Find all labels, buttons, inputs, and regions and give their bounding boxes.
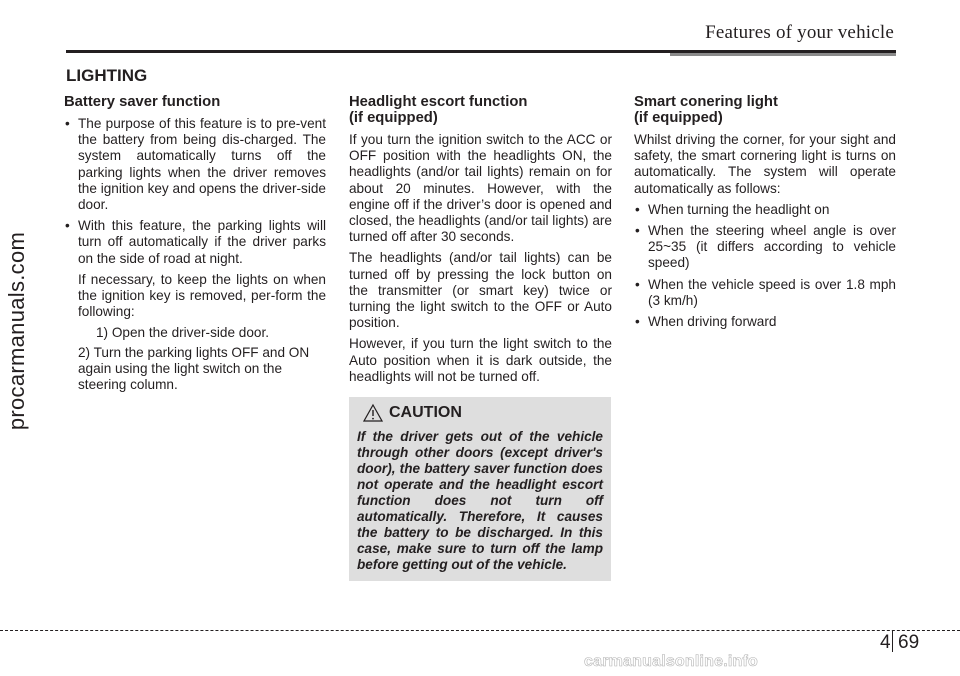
list-item (64, 116, 326, 213)
caution-box (349, 397, 611, 581)
heading-line: Smart conering light (634, 94, 778, 110)
bullet-icon: • (65, 218, 70, 234)
list-item (634, 223, 896, 272)
column-smart-cornering (634, 94, 896, 335)
list-item-text: When turning the headlight on (648, 201, 830, 217)
caution-header (363, 403, 462, 423)
list-item (634, 314, 896, 330)
step-1 (64, 325, 326, 341)
step-text: 2) Turn the parking lights OFF and ON again using the light switch on the steering column. (78, 344, 310, 393)
caution-body: If the driver gets out of the vehicle through other doors (except driver's door), the battery saver function does not operate and the headlight escort function does not turn off automatically. Therefore, It causes the battery to be discharged. In this case, make sure to turn off the lamp before getting out of the vehicle. (357, 429, 603, 572)
caution-title: CAUTION (389, 404, 462, 421)
list-item (64, 218, 326, 267)
paragraph: If necessary, to keep the lights on when the ignition key is removed, per-form the following: (78, 271, 326, 320)
section-title: LIGHTING (66, 66, 148, 85)
step-text: 1) Open the driver-side door. (96, 325, 270, 341)
bullet-icon: • (635, 314, 640, 330)
list-item-text: When driving forward (648, 314, 777, 330)
step-2 (64, 345, 326, 394)
bullet-icon: • (635, 223, 640, 239)
heading-line: (if equipped) (634, 110, 723, 126)
bottom-watermark: carmanualsonline.info (584, 653, 759, 670)
footer-rule (0, 630, 960, 631)
bullet-icon: • (635, 201, 640, 217)
running-header-title: Features of your vehicle (705, 22, 894, 43)
paragraph: If you turn the ignition switch to the ACC or OFF position with the headlights ON, the headlights (and/or tail lights) remain on for about 20 minutes. However, with the engine off if the driver’s door is opened and closed, the headlights (and/or tail lights) are turned off after 30 seconds. (349, 132, 612, 245)
paragraph: However, if you turn the light switch to the Auto position when it is dark outside, the headlights will not be turned off. (349, 336, 612, 384)
column-headlight-escort (349, 94, 612, 390)
list-item-text: With this feature, the parking lights will turn off automatically if the driver parks on the side of road at night. (78, 218, 326, 266)
warning-triangle-icon (363, 403, 383, 423)
heading-line: Headlight escort function (349, 94, 528, 110)
headlight-escort-heading (349, 94, 612, 126)
list-item-text: When the vehicle speed is over 1.8 mph (3 km/h) (648, 276, 896, 308)
list-item-text: The purpose of this feature is to pre-vent the battery from being dis-charged. The system automatically turns off the parking lights when the driver removes the ignition key and opens the driver-side door. (78, 116, 326, 213)
page-number-separator (892, 630, 893, 652)
list-item (634, 277, 896, 309)
paragraph: The headlights (and/or tail lights) can be turned off by pressing the lock button on the transmitter (or smart key) twice or turning the light switch to the OFF or Auto position. (349, 250, 612, 331)
header-rule-accent (670, 53, 896, 56)
smart-cornering-heading (634, 94, 896, 126)
side-watermark: procarmanuals.com (4, 231, 29, 431)
list-item-text: When the steering wheel angle is over 25~35 (it differs according to vehicle speed) (648, 223, 896, 271)
paragraph: Whilst driving the corner, for your sight and safety, the smart cornering light is turns on automatically. The system will operate automatically as follows: (634, 132, 896, 196)
list-item (634, 202, 896, 218)
page-number: 69 (898, 632, 920, 653)
bullet-icon: • (65, 116, 70, 131)
chapter-number: 4 (880, 632, 891, 653)
bullet-icon: • (635, 276, 640, 292)
heading-line: (if equipped) (349, 110, 438, 126)
battery-saver-heading: Battery saver function (64, 94, 221, 110)
column-battery-saver (64, 94, 326, 396)
